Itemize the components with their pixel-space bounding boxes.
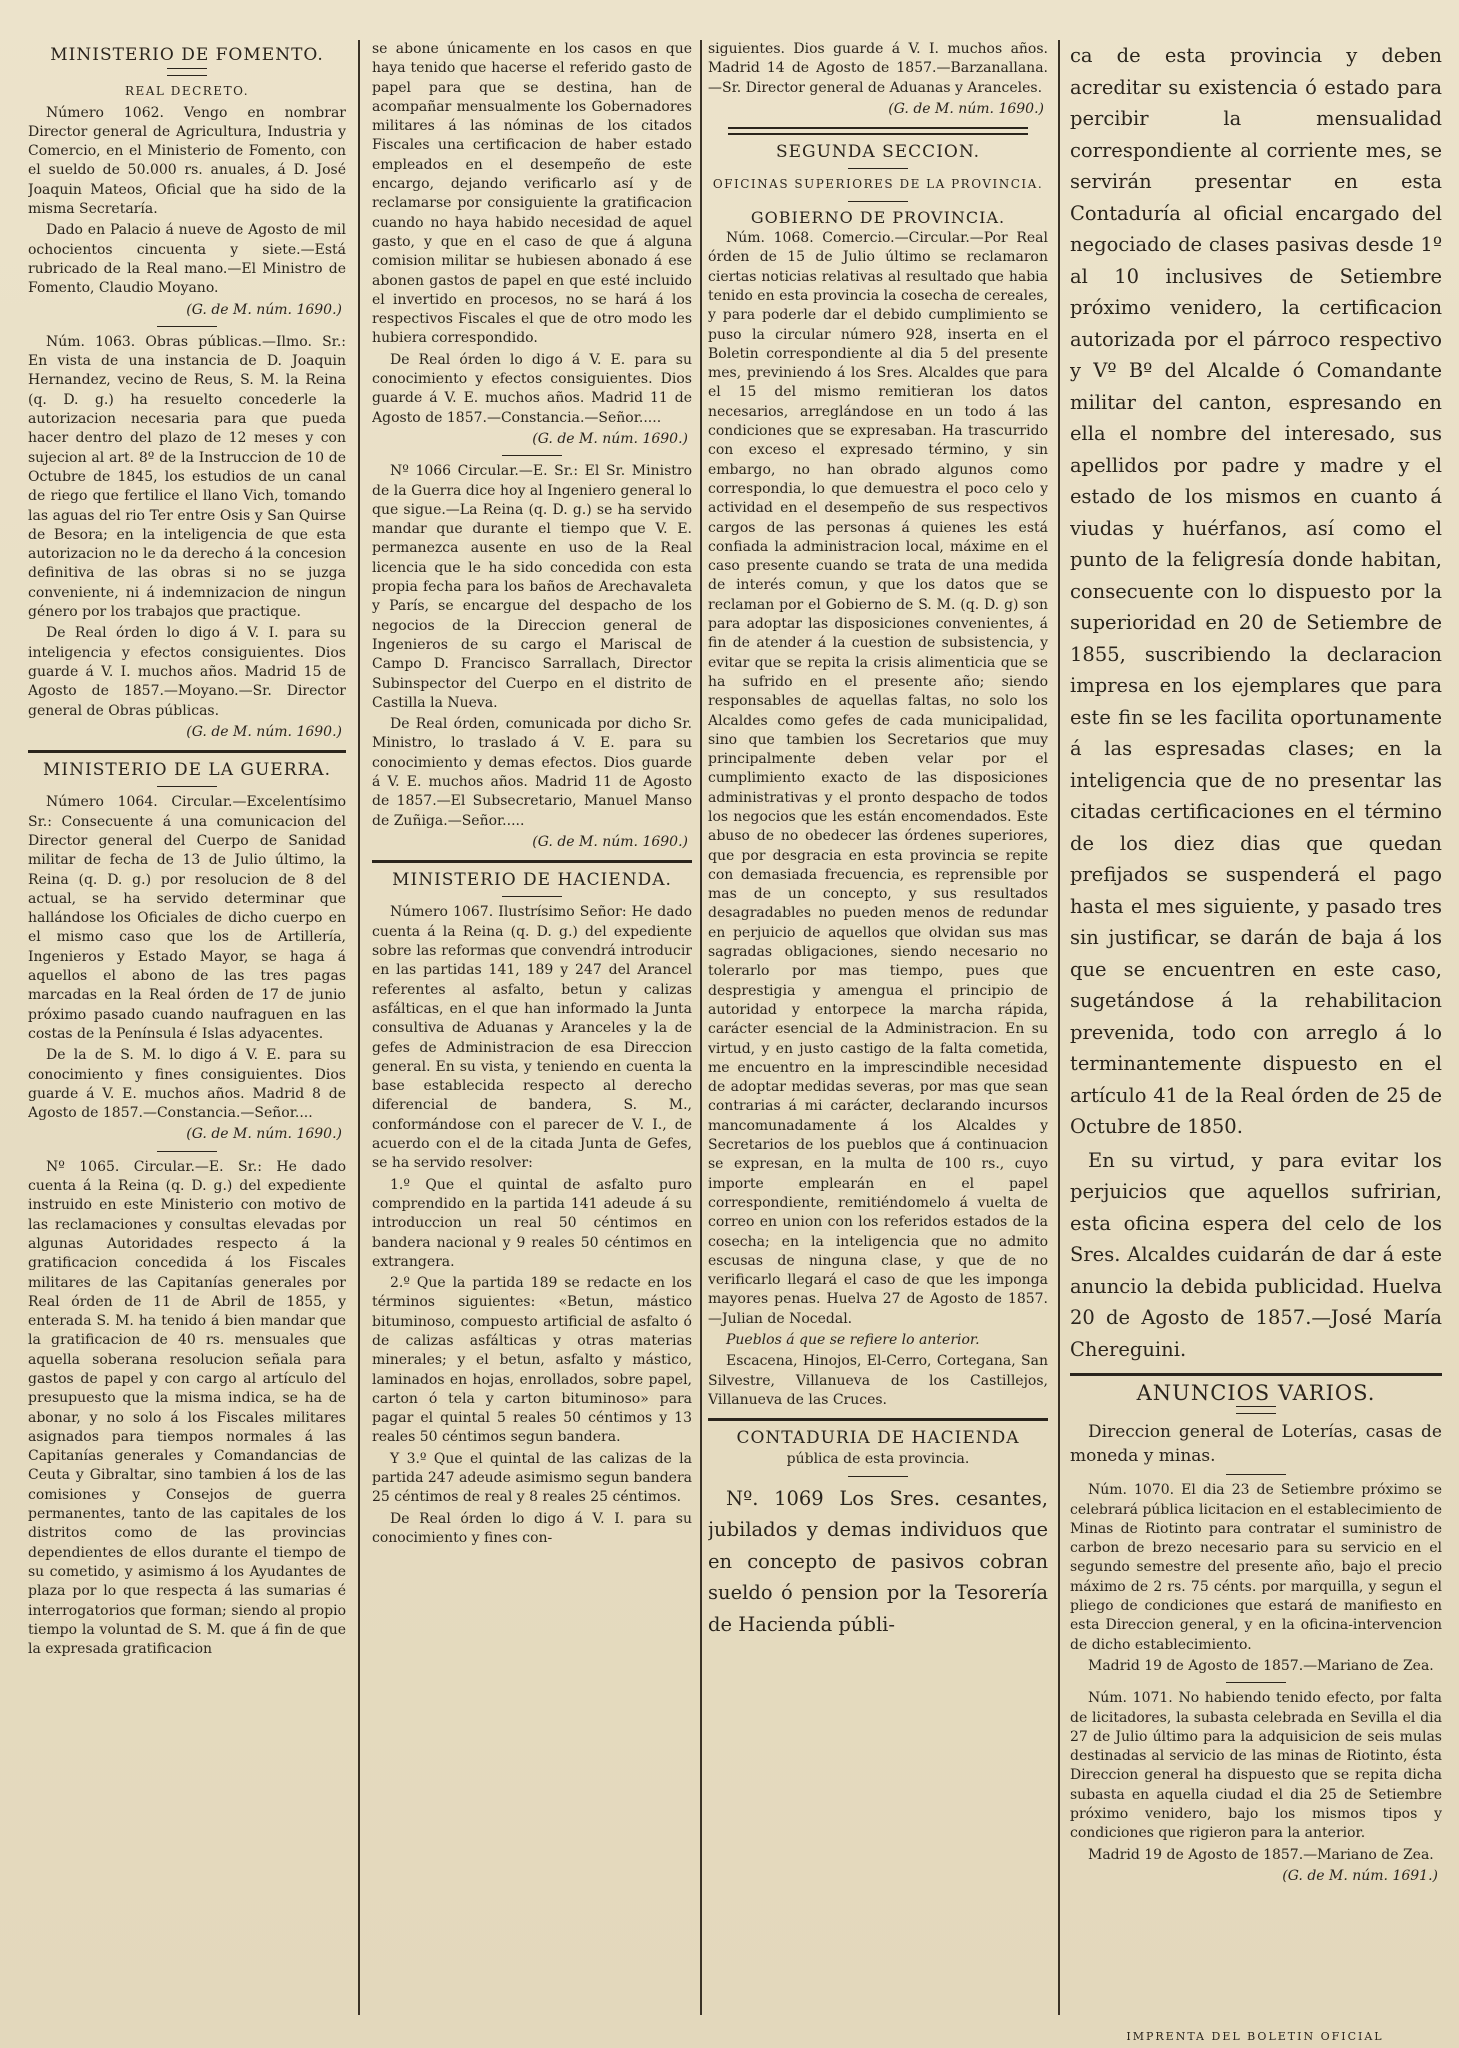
separator-rule: [157, 786, 217, 787]
separator-rule: [708, 1418, 1048, 1421]
article-1065: Nº 1065. Circular.—E. Sr.: He dado cuenta á la Reina (q. D. g.) del expediente instruido en este Ministerio con motivo de las reclamaciones y consultas elevadas por algunas Autoridades respecto á la gratificacion concedida á los Fiscales militares de las Capitanías generales por Real órden de 11 de Abril de 1855, y enterada S. M. ha tenido á bien mandar que la gratificacion de 40 rs. mensuales que aquella soberana resolucion señala para gastos de papel y con cargo al artículo del presupuesto que la misma indica, se ha de abonar, y no solo á los Fiscales militares asignados para tiempos normales á las Capitanías generales y Comandancias de Ceuta y Gibraltar, sino tambien á los de las comisiones y Consejos de guerra permanentes, tanto de las capitales de los distritos como de las provincias dependientes de ellos durante el tiempo de su cometido, y asimismo á los Ayudantes de plaza por lo que respecta á las sumarias é interrogatorios que forman; siendo al propio tiempo la voluntad de S. M. que á fin de que la expresada gratificacion: [28, 1158, 346, 1658]
section-title-anuncios: ANUNCIOS VARIOS.: [1136, 1381, 1376, 1405]
article-1065-closing: De Real órden lo digo á V. E. para su conocimiento y efectos consiguientes. Dios guarde á V. E. muchos años. Madrid 11 de Agosto de 1857.—Constancia.—Señor.....: [372, 351, 692, 426]
article-1063: Núm. 1063. Obras públicas.—Ilmo. Sr.: En vista de una instancia de D. Joaquin Hernandez, vecino de Reus, S. M. la Reina (q. D. g.) ha resuelto concederle la autorizacion necesaria para que pueda hacer dentro del plazo de 12 meses y con sujecion al art. 8º de la Instruccion de 10 de Octubre de 1845, los estudios de un canal de riego que fertilice el llano Vich, tomando las aguas del rio Ter entre Osis y San Quirse de Besora; en la inteligencia de que esta autorizacion no le da derecho á la concesion definitiva de las obras si no se juzga conveniente, ni á indemnizacion de ningun género por los trabajos que practique.: [28, 333, 346, 621]
separator-rule: [848, 201, 908, 202]
article-1070-signature: Madrid 19 de Agosto de 1857.—Mariano de Zea.: [1088, 1657, 1434, 1674]
column-divider: [1058, 40, 1060, 2015]
section-title-fomento: MINISTERIO DE FOMENTO.: [50, 45, 324, 65]
section-title-hacienda: MINISTERIO DE HACIENDA.: [392, 870, 672, 891]
article-1067-continued: siguientes. Dios guarde á V. I. muchos años. Madrid 14 de Agosto de 1857.—Barzanallana.—Sr. Director general de Aduanas y Aranceles.: [708, 41, 1048, 96]
separator-rule: [157, 326, 217, 327]
article-1066: Nº 1066 Circular.—E. Sr.: El Sr. Ministro de la Guerra dice hoy al Ingeniero general lo que sigue.—La Reina (q. D. g.) se ha servido mandar que durante el tiempo que V. E. permanezca ausente en uso de la Real licencia que le ha sido concedida con esta propia fecha para los baños de Arechavaleta y París, se encargue del despacho de los negocios de la Direccion general de Ingenieros de su cargo el Mariscal de Campo D. Francisco Sarrallach, Director Subinspector del Cuerpo en el distrito de Castilla la Nueva.: [372, 463, 692, 711]
separator-rule: [157, 1151, 217, 1152]
separator-rule: [848, 168, 908, 169]
citation: (G. de M. núm. 1690.): [532, 430, 688, 447]
article-1065-continued: se abone únicamente en los casos en que haya tenido que hacerse el referido gasto de papel para que se destina, han de acompañar mensualmente los Gobernadores militares á las nóminas de los citados Fiscales una certificacion de haber estado empleados en el desempeño de este encargo, dejando verificarlo así y de reclamarse por consiguiente la gratificacion cuando no haya habido necesidad de aquel gasto, y que en el caso de que á alguna comision militar se hubiesen abonado á ese abonen gastos de papel en que esté incluido el invertido en procesos, no se hará á los respectivos Fiscales el que de otro modo les hubiera correspondido.: [372, 41, 692, 347]
separator-rule: [1070, 1373, 1442, 1376]
citation: (G. de M. núm. 1690.): [186, 723, 342, 740]
subtitle-real-decreto: REAL DECRETO.: [124, 84, 250, 99]
column-divider: [358, 40, 360, 2015]
pueblos-list: Escacena, Hinojos, El-Cerro, Cortegana, San Silvestre, Villanueva de los Castillejos, Villanueva de las Cruces.: [708, 1353, 1048, 1408]
separator-rule: [28, 750, 346, 753]
direccion-loterias: Direccion general de Loterías, casas de moneda y minas.: [1070, 1422, 1442, 1467]
article-1069: Nº. 1069 Los Sres. cesantes, jubilados y demas individuos que en concepto de pasivos cobran sueldo ó pension por la Tesorería de Hacienda públi-: [708, 1486, 1048, 1636]
article-1067-closing: De Real órden lo digo á V. I. para su conocimiento y fines con-: [372, 1510, 692, 1546]
separator-rule: [502, 896, 562, 897]
citation: (G. de M. núm. 1690.): [888, 100, 1044, 117]
column-3: [708, 40, 1048, 2015]
separator-rule: [372, 860, 692, 863]
citation: (G. de M. núm. 1691.): [1282, 1867, 1438, 1884]
article-1067-point-1: 1.º Que el quintal de asfalto puro comprendido en la partida 141 adeude á su introduccion un real 50 céntimos en bandera nacional y 9 reales 50 céntimos en extrangera.: [372, 1176, 692, 1270]
pueblos-heading: Pueblos á que se refiere lo anterior.: [726, 1332, 980, 1348]
article-1071: Núm. 1071. No habiendo tenido efecto, por falta de licitadores, la subasta celebrada en Sevilla el dia 27 de Julio último para la adquisicion de seis mulas destinadas al servicio de las minas de Riotinto, ésta Direccion general ha dispuesto que se repita dicha subasta en aquella ciudad el dia 25 de Setiembre próximo venidero, bajo los mismos tipos y condiciones que rigieron para la anterior.: [1070, 1690, 1442, 1842]
article-1066-closing: De Real órden, comunicada por dicho Sr. Ministro, lo traslado á V. E. para su conocimiento y demas efectos. Dios guarde á V. E. muchos años. Madrid 11 de Agosto de 1857.—El Subsecretario, Manuel Manso de Zuñiga.—Señor.....: [372, 716, 692, 829]
separator-rule: [848, 1476, 908, 1477]
section-title-contaduria: CONTADURIA DE HACIENDA: [736, 1428, 1020, 1449]
ornament-rule: [1236, 1406, 1276, 1414]
article-1069-closing: En su virtud, y para evitar los perjuicios que aquellos sufririan, esta oficina espera del celo de los Sres. Alcaldes cuidarán de dar á este anuncio la debida publicidad. Huelva 20 de Agosto de 1857.—José María Chereguini.: [1070, 1148, 1442, 1361]
column-2: [372, 40, 692, 2015]
article-1069-continued: ca de esta provincia y deben acreditar su existencia ó estado para percibir la mensualidad correspondiente al corriente mes, se servirán presentar en esta Contaduría al oficial encargado del negociado de clases pasivas desde 1º al 10 inclusives de Setiembre próximo venidero, la certificacion autorizada por el párroco respectivo y Vº Bº del Alcalde ó Comandante militar del canton, espresando en ella el nombre del interesado, sus apellidos por padre y madre y el estado de los mismos en cuanto á viudas y huérfanos, así como el punto de la feligresía donde habitan, consecuente con lo dispuesto por la superioridad en 20 de Setiembre de 1855, suscribiendo la declaracion impresa en los ejemplares que para este fin se les facilita oportunamente á las espresadas clases; en la inteligencia que de no presentar las citadas certificaciones en el término de los diez dias que quedan prefijados se suspenderá el pago hasta el mes siguiente, y pasado tres sin justificar, se darán de baja á los que se encuentren en este caso, sugetándose á la rehabilitacion prevenida, todo con arreglo á lo terminantemente dispuesto en el artículo 41 de la Real órden de 25 de Octubre de 1850.: [1070, 44, 1442, 1138]
column-4: [1070, 40, 1442, 2015]
article-1064: Número 1064. Circular.—Excelentísimo Sr.: Consecuente á una comunicacion del Director general del Cuerpo de Sanidad militar de fecha de 13 de Julio último, la Reina (q. D. g.) por resolucion de 8 del actual, se ha servido determinar que hallándose los Oficiales de dicho cuerpo en el mismo caso que los de Artillería, Ingenieros y Estado Mayor, se haga á aquellos el abono de las tres pagas marcadas en la Real órden de 17 de junio próximo pasado cuando naufraguen en las costas de la Península é Islas adyacentes.: [28, 794, 346, 1042]
separator-rule: [728, 127, 1028, 135]
separator-rule: [1226, 1682, 1286, 1683]
article-1064-closing: De la de S. M. lo digo á V. E. para su conocimiento y fines consiguientes. Dios guarde á V. E. muchos años. Madrid 8 de Agosto de 1857.—Constancia.—Señor....: [28, 1047, 346, 1122]
article-1067: Número 1067. Ilustrísimo Señor: He dado cuenta á la Reina (q. D. g.) del expediente sobre las reformas que convendrá introducir en las partidas 141, 189 y 247 del Arancel referentes al asfalto, betun y calizas asfálticas, en el que han informado la Junta consultiva de Aduanas y Aranceles y la de gefes de Administracion de esa Direccion general. En su vista, y teniendo en cuenta la base establecida respecto al derecho diferencial de bandera, S. M., conformándose con el parecer de V. I., de acuerdo con el de la citada Junta de Gefes, se ha servido resolver:: [372, 904, 692, 1172]
article-1062: Número 1062. Vengo en nombrar Director general de Agricultura, Industria y Comercio, en el Ministerio de Fomento, con el sueldo de 50.000 rs. anuales, á D. José Joaquin Mateos, Oficial que ha sido de la misma Secretaría.: [28, 104, 346, 218]
imprenta-footer: IMPRENTA DEL BOLETIN OFICIAL: [1126, 2030, 1384, 2043]
column-divider: [700, 40, 702, 2015]
section-title-guerra: MINISTERIO DE LA GUERRA.: [43, 760, 331, 781]
column-1: [28, 40, 346, 2015]
article-1068: Núm. 1068. Comercio.—Circular.—Por Real órden de 15 de Julio último se reclamaron ciertas noticias relativas al resultado que habia tenido en esta provincia la cosecha de cereales, y para poderle dar el debido cumplimiento se puso la circular número 928, inserta en el Boletin correspondiente al dia 5 del presente mes, previniendo á los Sres. Alcaldes que para el 15 del mismo remitieran los datos necesarios, arreglándose en un todo á las condiciones que se expresaban. Ha trascurrido con exceso el expresado término, y sin embargo, no han obrado algunos como correspondia, lo que demuestra el poco celo y actividad en el desempeño de sus respectivos cargos de las personas á quienes les está confiada la administracion local, máxime en el caso presente cuando se trata de una medida de interés comun, y que los datos que se reclaman por el Gobierno de S. M. (q. D. g) son para adoptar las disposiciones convenientes, á fin de atender á la cuestion de subsistencia, y evitar que se repita la crisis alimenticia que se ha sufrido en el presente año; siendo responsables de aquellas faltas, no solo los Alcaldes como gefes de cada municipalidad, sino que tambien los Secretarios que muy principalmente deben velar por el cumplimiento exacto de las disposiciones administrativas y el pronto despacho de todos los negocios que les están encomendados. Este abuso de no obedecer las órdenes superiores, que por desgracia en esta provincia se repite con demasiada frecuencia, es reprensible por mas de un concepto, y sus resultados desagradables no pueden menos de redundar en perjuicio de aquellos que olvidan sus mas sagradas obligaciones, siendo necesario no tolerarlo por mas tiempo, pues que desprestigia y amengua el principio de autoridad y entorpece la marcha rápida, carácter esencial de la Administracion. En su virtud, y en justo castigo de la falta cometida, me encuentro en la imprescindible necesidad de adoptar medidas severas, por mas que sean contrarias á mi carácter, declarando incursos mancomunadamente á los Alcaldes y Secretarios de los pueblos que á continuacion se expresan, en la multa de 100 rs., cuyo importe emplearán en el papel correspondiente, remitiéndomelo á vuelta de correo en union con los referidos estados de la cosecha; en la inteligencia que no admito escusas de ninguna clase, y que de no verificarlo llegará el caso de que les imponga mayores penas. Huelva 27 de Agosto de 1857.—Julian de Nocedal.: [708, 230, 1048, 1327]
article-1067-point-2: 2.º Que la partida 189 se redacte en los términos siguientes: «Betun, mástico bituminoso, compuesto artificial de asfalto ó de calizas asfálticas y otras materias minerales; y el betun, asfalto y mástico, laminados en hojas, enrollados, sobre papel, carton ó tela y carton bituminoso» para pagar el quintal 5 reales 50 céntimos y 13 reales 50 céntimos segun bandera.: [372, 1275, 692, 1446]
citation: (G. de M. núm. 1690.): [186, 1126, 342, 1143]
citation: (G. de M. núm. 1690.): [186, 301, 342, 318]
subtitle-oficinas: OFICINAS SUPERIORES DE LA PROVINCIA.: [712, 177, 1044, 192]
subtitle-contaduria: pública de esta provincia.: [786, 1451, 970, 1468]
section-title-gobierno: GOBIERNO DE PROVINCIA.: [750, 207, 1006, 227]
section-title-segunda: SEGUNDA SECCION.: [775, 142, 981, 163]
article-1067-point-3: Y 3.º Que el quintal de las calizas de la partida 247 adeude asimismo segun bandera 25 céntimos de real y 8 reales 25 céntimos.: [372, 1450, 692, 1506]
separator-rule: [1226, 1474, 1286, 1475]
ornament-rule: [167, 68, 207, 76]
citation: (G. de M. núm. 1690.): [532, 833, 688, 850]
separator-rule: [502, 455, 562, 456]
article-1062-signature: Dado en Palacio á nueve de Agosto de mil ochocientos cincuenta y siete.—Está rubricado de la Real mano.—El Ministro de Fomento, Claudio Moyano.: [28, 222, 346, 297]
article-1071-signature: Madrid 19 de Agosto de 1857.—Mariano de Zea.: [1088, 1846, 1434, 1863]
article-1070: Núm. 1070. El dia 23 de Setiembre próximo se celebrará pública licitacion en el establecimiento de Minas de Riotinto para contratar el suministro de carbon de brezo necesario para su servicio en el segundo semestre del presente año, bajo el precio máximo de 2 rs. 75 cénts. por marquilla, y segun el pliego de condiciones que estará de manifiesto en esta Direccion general, y en la oficina-intervencion de dicho establecimiento.: [1070, 1482, 1442, 1653]
article-1063-closing: De Real órden lo digo á V. I. para su inteligencia y efectos consiguientes. Dios guarde á V. I. muchos años. Madrid 15 de Agosto de 1857.—Moyano.—Sr. Director general de Obras públicas.: [28, 625, 346, 719]
